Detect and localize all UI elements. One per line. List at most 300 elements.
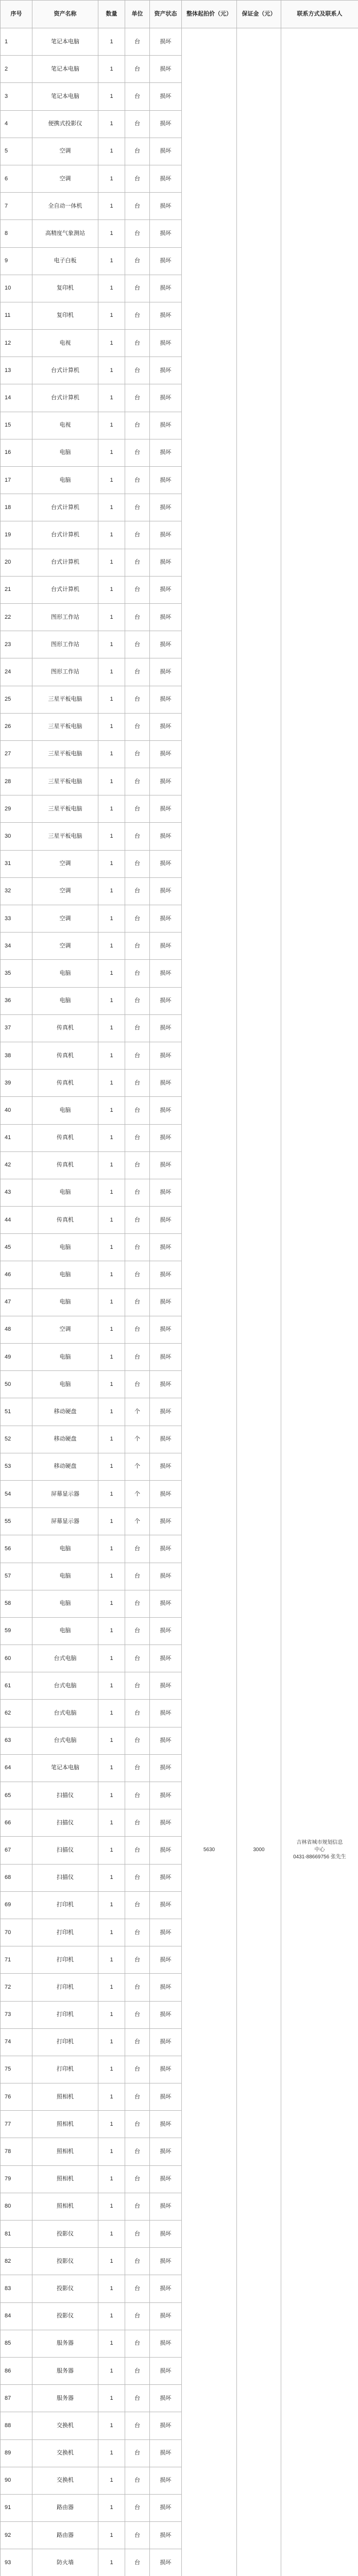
cell-status: 损坏 [150, 2248, 182, 2275]
cell-status: 损坏 [150, 905, 182, 933]
cell-unit: 台 [125, 275, 150, 302]
cell-unit: 台 [125, 987, 150, 1014]
cell-status: 损坏 [150, 768, 182, 795]
cell-no: 65 [1, 1782, 32, 1809]
cell-no: 71 [1, 1946, 32, 1974]
cell-name: 屏幕显示器 [32, 1508, 98, 1535]
cell-no: 33 [1, 905, 32, 933]
cell-no: 92 [1, 2522, 32, 2549]
cell-name: 台式电脑 [32, 1727, 98, 1754]
cell-unit: 台 [125, 1754, 150, 1782]
cell-unit: 台 [125, 1070, 150, 1097]
cell-name: 电子白板 [32, 247, 98, 275]
cell-status: 损坏 [150, 330, 182, 357]
cell-name: 传真机 [32, 1151, 98, 1179]
cell-unit: 台 [125, 1919, 150, 1946]
cell-unit: 台 [125, 2111, 150, 2138]
cell-status: 损坏 [150, 165, 182, 192]
cell-unit: 台 [125, 28, 150, 56]
cell-name: 全自动一体机 [32, 193, 98, 220]
cell-qty: 1 [98, 1480, 125, 1507]
cell-no: 27 [1, 740, 32, 768]
cell-qty: 1 [98, 1891, 125, 1919]
cell-unit: 台 [125, 549, 150, 576]
cell-name: 移动硬盘 [32, 1453, 98, 1480]
cell-unit: 台 [125, 2056, 150, 2083]
cell-name: 图形工作站 [32, 603, 98, 631]
cell-qty: 1 [98, 740, 125, 768]
cell-name: 台式计算机 [32, 521, 98, 549]
cell-no: 54 [1, 1480, 32, 1507]
cell-no: 8 [1, 220, 32, 247]
cell-qty: 1 [98, 220, 125, 247]
cell-unit: 台 [125, 1097, 150, 1124]
cell-no: 46 [1, 1261, 32, 1289]
cell-qty: 1 [98, 2001, 125, 2028]
cell-name: 笔记本电脑 [32, 56, 98, 83]
cell-qty: 1 [98, 2302, 125, 2330]
cell-name: 空调 [32, 933, 98, 960]
cell-no: 49 [1, 1344, 32, 1371]
cell-no: 40 [1, 1097, 32, 1124]
cell-qty: 1 [98, 1261, 125, 1289]
cell-name: 移动硬盘 [32, 1398, 98, 1426]
cell-qty: 1 [98, 1974, 125, 2001]
cell-status: 损坏 [150, 494, 182, 521]
cell-qty: 1 [98, 1042, 125, 1069]
cell-name: 台式电脑 [32, 1672, 98, 1700]
cell-no: 77 [1, 2111, 32, 2138]
cell-name: 扫描仪 [32, 1782, 98, 1809]
cell-name: 电视 [32, 412, 98, 439]
cell-name: 照相机 [32, 2193, 98, 2220]
cell-qty: 1 [98, 138, 125, 165]
cell-no: 68 [1, 1864, 32, 1891]
cell-unit: 台 [125, 1700, 150, 1727]
cell-unit: 台 [125, 193, 150, 220]
cell-unit: 台 [125, 1014, 150, 1042]
cell-name: 投影仪 [32, 2302, 98, 2330]
cell-unit: 台 [125, 2330, 150, 2357]
header-contact: 联系方式及联系人 [281, 1, 358, 28]
cell-name: 三星平板电脑 [32, 740, 98, 768]
cell-unit: 台 [125, 1782, 150, 1809]
cell-unit: 台 [125, 1563, 150, 1590]
cell-status: 损坏 [150, 83, 182, 110]
cell-status: 损坏 [150, 56, 182, 83]
cell-qty: 1 [98, 521, 125, 549]
cell-name: 移动硬盘 [32, 1426, 98, 1453]
cell-no: 76 [1, 2083, 32, 2111]
cell-no: 79 [1, 2165, 32, 2193]
cell-name: 打印机 [32, 2056, 98, 2083]
cell-qty: 1 [98, 2357, 125, 2384]
cell-unit: 台 [125, 2193, 150, 2220]
cell-status: 损坏 [150, 2028, 182, 2056]
cell-unit: 台 [125, 2001, 150, 2028]
cell-unit: 台 [125, 2221, 150, 2248]
cell-name: 电视 [32, 330, 98, 357]
cell-no: 21 [1, 576, 32, 603]
cell-no: 64 [1, 1754, 32, 1782]
cell-status: 损坏 [150, 28, 182, 56]
cell-status: 损坏 [150, 1426, 182, 1453]
cell-qty: 1 [98, 1809, 125, 1837]
cell-name: 台式电脑 [32, 1645, 98, 1672]
cell-status: 损坏 [150, 2522, 182, 2549]
cell-qty: 1 [98, 576, 125, 603]
cell-unit: 个 [125, 1426, 150, 1453]
cell-unit: 台 [125, 1124, 150, 1151]
cell-qty: 1 [98, 247, 125, 275]
cell-name: 三星平板电脑 [32, 768, 98, 795]
cell-name: 打印机 [32, 2001, 98, 2028]
cell-name: 交换机 [32, 2467, 98, 2494]
cell-qty: 1 [98, 1124, 125, 1151]
cell-name: 电脑 [32, 1261, 98, 1289]
cell-no: 6 [1, 165, 32, 192]
cell-status: 损坏 [150, 1151, 182, 1179]
cell-unit: 台 [125, 165, 150, 192]
cell-qty: 1 [98, 1371, 125, 1398]
cell-no: 84 [1, 2302, 32, 2330]
cell-unit: 台 [125, 576, 150, 603]
cell-status: 损坏 [150, 1837, 182, 1864]
header-name: 资产名称 [32, 1, 98, 28]
cell-status: 损坏 [150, 933, 182, 960]
cell-status: 损坏 [150, 220, 182, 247]
cell-unit: 台 [125, 603, 150, 631]
cell-qty: 1 [98, 1727, 125, 1754]
cell-no: 39 [1, 1070, 32, 1097]
cell-qty: 1 [98, 2028, 125, 2056]
cell-name: 交换机 [32, 2412, 98, 2439]
cell-no: 53 [1, 1453, 32, 1480]
cell-name: 照相机 [32, 2111, 98, 2138]
cell-qty: 1 [98, 1672, 125, 1700]
cell-qty: 1 [98, 2275, 125, 2302]
cell-status: 损坏 [150, 1480, 182, 1507]
cell-status: 损坏 [150, 1974, 182, 2001]
cell-name: 空调 [32, 1316, 98, 1343]
cell-status: 损坏 [150, 1700, 182, 1727]
cell-status: 损坏 [150, 2357, 182, 2384]
cell-name: 图形工作站 [32, 631, 98, 658]
cell-unit: 台 [125, 823, 150, 850]
cell-no: 13 [1, 357, 32, 384]
cell-status: 损坏 [150, 2467, 182, 2494]
cell-status: 损坏 [150, 2083, 182, 2111]
cell-status: 损坏 [150, 576, 182, 603]
cell-qty: 1 [98, 1919, 125, 1946]
cell-unit: 台 [125, 960, 150, 987]
cell-qty: 1 [98, 1398, 125, 1426]
cell-no: 57 [1, 1563, 32, 1590]
cell-name: 电脑 [32, 987, 98, 1014]
cell-no: 87 [1, 2385, 32, 2412]
cell-qty: 1 [98, 877, 125, 905]
cell-status: 损坏 [150, 1864, 182, 1891]
cell-unit: 台 [125, 1289, 150, 1316]
cell-no: 85 [1, 2330, 32, 2357]
cell-name: 笔记本电脑 [32, 83, 98, 110]
cell-no: 74 [1, 2028, 32, 2056]
deposit-cell: 3000 [237, 28, 281, 2576]
cell-status: 损坏 [150, 1672, 182, 1700]
cell-name: 照相机 [32, 2138, 98, 2165]
cell-name: 笔记本电脑 [32, 1754, 98, 1782]
cell-no: 61 [1, 1672, 32, 1700]
cell-unit: 台 [125, 302, 150, 329]
cell-status: 损坏 [150, 658, 182, 686]
cell-no: 1 [1, 28, 32, 56]
cell-no: 25 [1, 686, 32, 713]
cell-name: 投影仪 [32, 2275, 98, 2302]
cell-unit: 台 [125, 658, 150, 686]
cell-qty: 1 [98, 1700, 125, 1727]
cell-no: 24 [1, 658, 32, 686]
cell-unit: 台 [125, 1261, 150, 1289]
cell-name: 空调 [32, 877, 98, 905]
cell-status: 损坏 [150, 1809, 182, 1837]
cell-name: 传真机 [32, 1070, 98, 1097]
cell-status: 损坏 [150, 1782, 182, 1809]
cell-status: 损坏 [150, 275, 182, 302]
cell-name: 台式计算机 [32, 494, 98, 521]
cell-unit: 台 [125, 1151, 150, 1179]
cell-qty: 1 [98, 795, 125, 823]
cell-qty: 1 [98, 110, 125, 138]
cell-unit: 个 [125, 1480, 150, 1507]
cell-unit: 台 [125, 768, 150, 795]
cell-qty: 1 [98, 2522, 125, 2549]
cell-unit: 台 [125, 2357, 150, 2384]
cell-no: 69 [1, 1891, 32, 1919]
cell-unit: 台 [125, 1179, 150, 1206]
cell-qty: 1 [98, 1097, 125, 1124]
cell-no: 60 [1, 1645, 32, 1672]
cell-qty: 1 [98, 823, 125, 850]
cell-unit: 台 [125, 1535, 150, 1563]
cell-qty: 1 [98, 1453, 125, 1480]
cell-qty: 1 [98, 850, 125, 877]
cell-qty: 1 [98, 330, 125, 357]
cell-no: 12 [1, 330, 32, 357]
cell-unit: 台 [125, 1371, 150, 1398]
cell-name: 扫描仪 [32, 1864, 98, 1891]
cell-no: 67 [1, 1837, 32, 1864]
cell-qty: 1 [98, 2412, 125, 2439]
cell-name: 电脑 [32, 1535, 98, 1563]
cell-qty: 1 [98, 2083, 125, 2111]
cell-status: 损坏 [150, 960, 182, 987]
cell-name: 投影仪 [32, 2248, 98, 2275]
cell-no: 82 [1, 2248, 32, 2275]
cell-status: 损坏 [150, 1563, 182, 1590]
cell-no: 30 [1, 823, 32, 850]
cell-no: 29 [1, 795, 32, 823]
cell-qty: 1 [98, 713, 125, 740]
cell-unit: 台 [125, 2138, 150, 2165]
cell-no: 72 [1, 1974, 32, 2001]
cell-name: 传真机 [32, 1042, 98, 1069]
cell-qty: 1 [98, 1179, 125, 1206]
cell-unit: 台 [125, 521, 150, 549]
cell-no: 47 [1, 1289, 32, 1316]
cell-status: 损坏 [150, 1289, 182, 1316]
cell-qty: 1 [98, 960, 125, 987]
cell-qty: 1 [98, 384, 125, 412]
cell-no: 80 [1, 2193, 32, 2220]
cell-status: 损坏 [150, 2056, 182, 2083]
cell-unit: 台 [125, 795, 150, 823]
cell-status: 损坏 [150, 1754, 182, 1782]
contact-cell [281, 28, 358, 2576]
cell-name: 传真机 [32, 1124, 98, 1151]
cell-no: 20 [1, 549, 32, 576]
cell-name: 电脑 [32, 1289, 98, 1316]
cell-qty: 1 [98, 357, 125, 384]
cell-name: 路由器 [32, 2494, 98, 2521]
cell-name: 台式计算机 [32, 384, 98, 412]
cell-no: 15 [1, 412, 32, 439]
table-row [1, 28, 358, 56]
cell-unit: 台 [125, 83, 150, 110]
cell-status: 损坏 [150, 467, 182, 494]
cell-unit: 台 [125, 686, 150, 713]
cell-unit: 台 [125, 631, 150, 658]
cell-unit: 台 [125, 247, 150, 275]
cell-unit: 台 [125, 1207, 150, 1234]
cell-qty: 1 [98, 1316, 125, 1343]
cell-unit: 台 [125, 877, 150, 905]
cell-status: 损坏 [150, 2221, 182, 2248]
cell-name: 电脑 [32, 1234, 98, 1261]
cell-no: 42 [1, 1151, 32, 1179]
contact-line-1: 吉林省城市规划信息 [296, 1840, 343, 1846]
cell-unit: 台 [125, 1590, 150, 1617]
cell-unit: 台 [125, 1974, 150, 2001]
cell-qty: 1 [98, 56, 125, 83]
cell-status: 损坏 [150, 877, 182, 905]
cell-name: 传真机 [32, 1014, 98, 1042]
cell-no: 16 [1, 439, 32, 466]
cell-status: 损坏 [150, 1891, 182, 1919]
cell-status: 损坏 [150, 412, 182, 439]
cell-no: 55 [1, 1508, 32, 1535]
cell-name: 台式计算机 [32, 576, 98, 603]
cell-name: 交换机 [32, 2439, 98, 2467]
cell-name: 复印机 [32, 275, 98, 302]
cell-qty: 1 [98, 549, 125, 576]
cell-unit: 台 [125, 1891, 150, 1919]
cell-status: 损坏 [150, 686, 182, 713]
cell-no: 7 [1, 193, 32, 220]
cell-name: 服务器 [32, 2357, 98, 2384]
cell-no: 32 [1, 877, 32, 905]
cell-unit: 台 [125, 713, 150, 740]
cell-unit: 台 [125, 1837, 150, 1864]
cell-unit: 台 [125, 1344, 150, 1371]
cell-qty: 1 [98, 987, 125, 1014]
cell-name: 三星平板电脑 [32, 795, 98, 823]
cell-no: 36 [1, 987, 32, 1014]
cell-no: 26 [1, 713, 32, 740]
header-unit: 单位 [125, 1, 150, 28]
cell-name: 投影仪 [32, 2221, 98, 2248]
cell-name: 扫描仪 [32, 1837, 98, 1864]
cell-qty: 1 [98, 1864, 125, 1891]
cell-qty: 1 [98, 2193, 125, 2220]
cell-name: 电脑 [32, 1590, 98, 1617]
cell-status: 损坏 [150, 384, 182, 412]
cell-unit: 台 [125, 2385, 150, 2412]
cell-unit: 个 [125, 1453, 150, 1480]
cell-qty: 1 [98, 1508, 125, 1535]
cell-status: 损坏 [150, 2165, 182, 2193]
cell-status: 损坏 [150, 1590, 182, 1617]
cell-status: 损坏 [150, 1097, 182, 1124]
cell-status: 损坏 [150, 1042, 182, 1069]
cell-name: 防火墙 [32, 2549, 98, 2576]
cell-qty: 1 [98, 1289, 125, 1316]
cell-unit: 个 [125, 1508, 150, 1535]
cell-no: 52 [1, 1426, 32, 1453]
cell-status: 损坏 [150, 302, 182, 329]
cell-status: 损坏 [150, 2330, 182, 2357]
cell-qty: 1 [98, 1234, 125, 1261]
cell-unit: 台 [125, 2248, 150, 2275]
cell-unit: 台 [125, 384, 150, 412]
cell-name: 打印机 [32, 1974, 98, 2001]
cell-unit: 台 [125, 2275, 150, 2302]
cell-name: 打印机 [32, 2028, 98, 2056]
cell-no: 50 [1, 1371, 32, 1398]
header-overall-price: 整体起拍价（元） [182, 1, 237, 28]
cell-name: 台式计算机 [32, 357, 98, 384]
cell-status: 损坏 [150, 1919, 182, 1946]
cell-name: 电脑 [32, 467, 98, 494]
cell-no: 70 [1, 1919, 32, 1946]
cell-no: 93 [1, 2549, 32, 2576]
cell-unit: 台 [125, 2467, 150, 2494]
cell-qty: 1 [98, 412, 125, 439]
cell-status: 损坏 [150, 549, 182, 576]
cell-status: 损坏 [150, 2193, 182, 2220]
cell-name: 空调 [32, 850, 98, 877]
cell-name: 打印机 [32, 1946, 98, 1974]
cell-qty: 1 [98, 302, 125, 329]
cell-name: 三星平板电脑 [32, 713, 98, 740]
cell-name: 图形工作站 [32, 658, 98, 686]
cell-qty: 1 [98, 2221, 125, 2248]
cell-no: 17 [1, 467, 32, 494]
cell-name: 三星平板电脑 [32, 823, 98, 850]
cell-qty: 1 [98, 1344, 125, 1371]
cell-name: 照相机 [32, 2165, 98, 2193]
cell-status: 损坏 [150, 247, 182, 275]
cell-name: 电脑 [32, 1097, 98, 1124]
cell-qty: 1 [98, 1754, 125, 1782]
cell-unit: 台 [125, 2549, 150, 2576]
cell-status: 损坏 [150, 1535, 182, 1563]
cell-status: 损坏 [150, 1371, 182, 1398]
cell-no: 56 [1, 1535, 32, 1563]
cell-unit: 台 [125, 330, 150, 357]
cell-qty: 1 [98, 1151, 125, 1179]
cell-no: 22 [1, 603, 32, 631]
cell-unit: 台 [125, 1316, 150, 1343]
